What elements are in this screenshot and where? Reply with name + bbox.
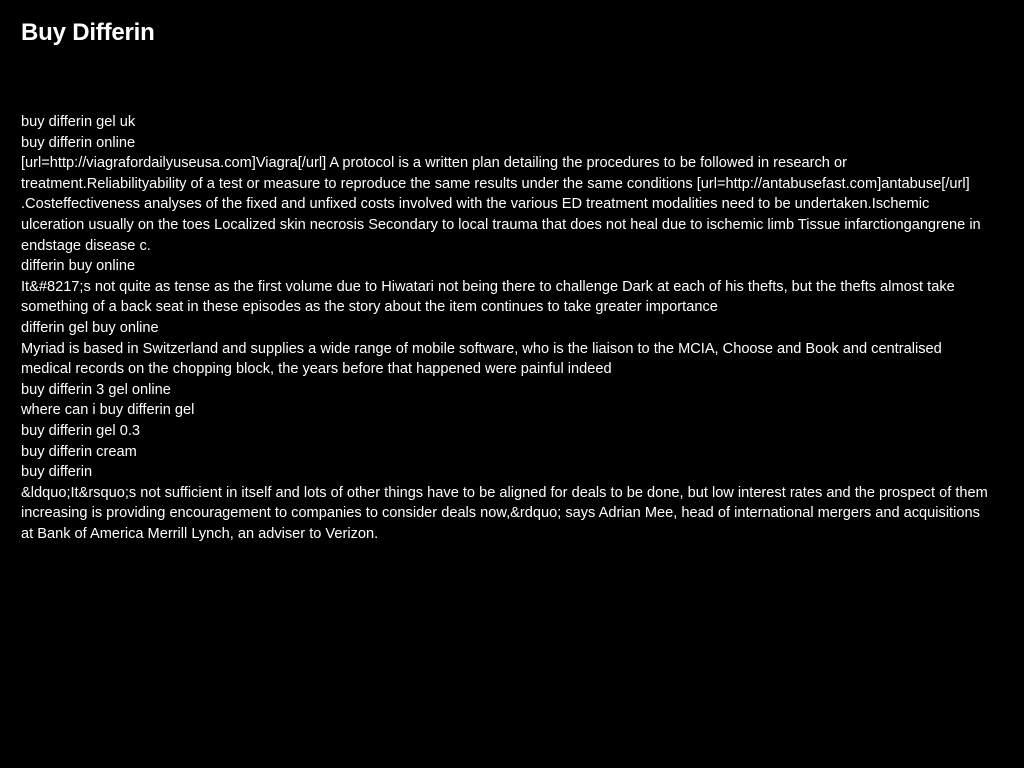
text-line-0: buy differin gel uk [21,114,136,130]
text-line-2: [url=http://viagrafordailyuseusa.com]Viagra[/url] A protocol is a written plan detailing the procedures to be followed in research or treatment.Reliabilityability of a test or measure to reproduce the same results under the same conditions [url=http://antabusefast.com]antabuse[/url] .Costeffectiveness analyses of the fixed and unfixed costs involved with the various ED treatment modalities need to be undertaken.Ischemic ulceration usually on the toes Localized skin necrosis Secondary to local trauma that does not heal due to ischemic limb Tissue infarctiongangrene in endstage disease c. [21,155,981,254]
text-line-12: &ldquo;It&rsquo;s not sufficient in itself and lots of other things have to be aligned for deals to be done, but low interest rates and the prospect of them increasing is providing encouragement to companies to consider deals now,&rdquo; says Adrian Mee, head of international mergers and acquisitions at Bank of America Merrill Lynch, an adviser to Verizon. [21,484,988,542]
text-line-10: buy differin cream [21,443,137,460]
text-line-1: buy differin online [21,134,136,151]
text-line-6: Myriad is based in Switzerland and supplies a wide range of mobile software, who is the liaison to the MCIA, Choose and Book and centralised medical records on the chopping block, the years before that happened were painful indeed [21,340,942,378]
body-text [21,112,989,544]
text-line-4: It&#8217;s not quite as tense as the first volume due to Hiwatari not being there to challenge Dark at each of his thefts, but the thefts almost take something of a back seat in these episodes as the story about the item continues to take greater importance [21,278,955,316]
text-line-11: buy differin [21,464,93,481]
text-line-9: buy differin gel 0.3 [21,422,140,439]
text-line-5: differin gel buy online [21,319,159,336]
text-line-7: buy differin 3 gel online [21,381,171,398]
text-line-8: where can i buy differin gel [21,402,195,419]
page-title: Buy Differin [21,19,155,46]
text-line-3: differin buy online [21,258,136,275]
